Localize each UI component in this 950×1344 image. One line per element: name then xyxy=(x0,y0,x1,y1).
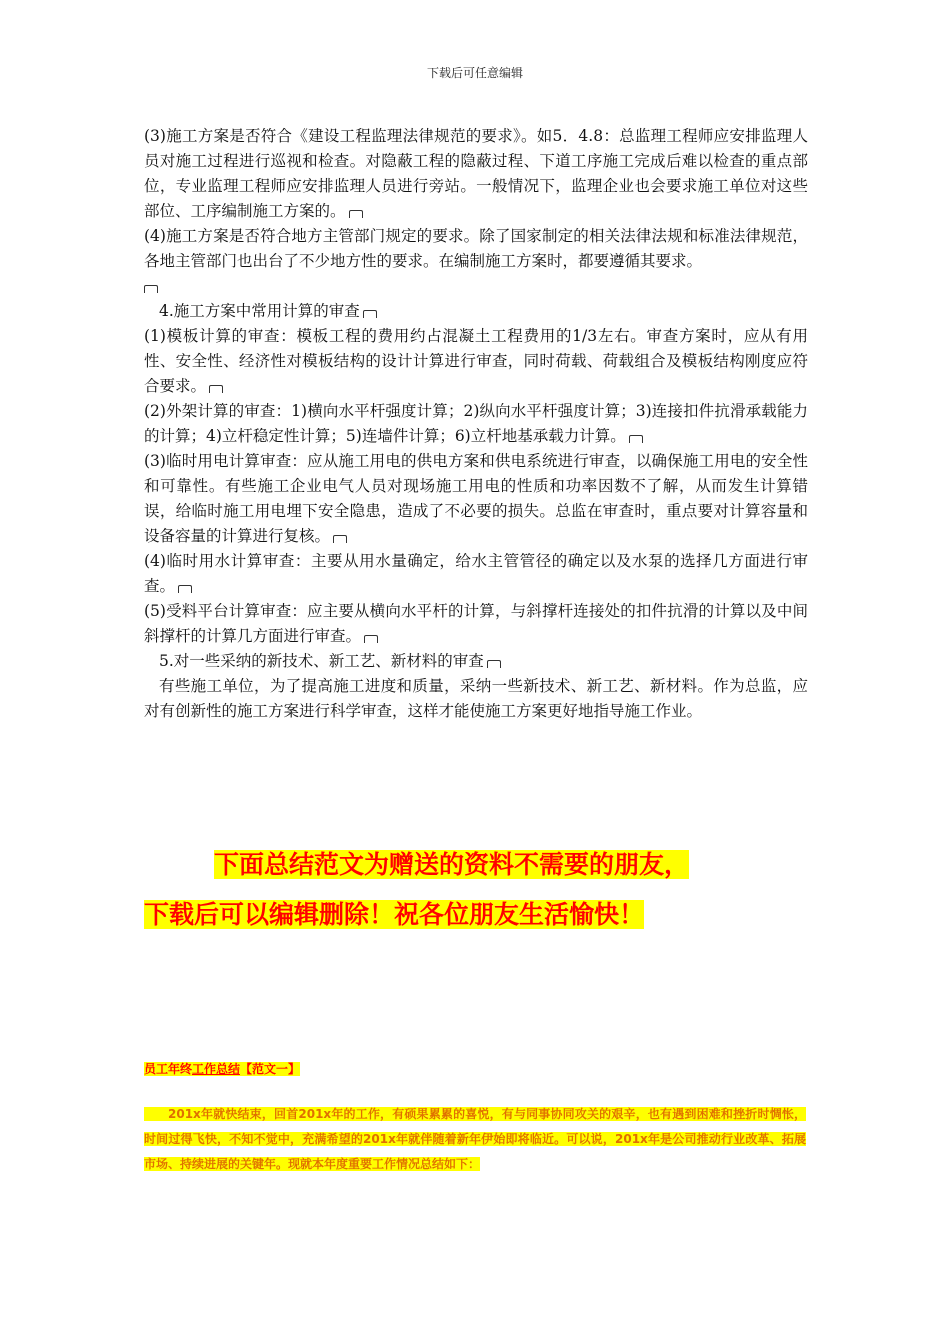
page-header: 下载后可任意编辑 xyxy=(426,66,523,80)
paragraph-mark-icon xyxy=(629,435,643,443)
paragraph-3: (3)施工方案是否符合《建设工程监理法律规范的要求》。如5．4.8：总监理工程师应安排监理人员对施工过程进行巡视和检查。对隐蔽工程的隐蔽过程、下道工序施工完成后难以检查的重点部位，专业监理工程师应安排监理人员进行旁站。一般情况下，监理企业也会要求施工单位对这些部位、工序编制施工方案的。 xyxy=(144,127,808,220)
paragraph-water: (4)临时用水计算审查：主要从用水量确定，给水主管管径的确定以及水泵的选择几方面进行审查。 xyxy=(144,552,808,595)
paragraph-mark-icon xyxy=(349,210,363,218)
paragraph-mark-icon xyxy=(487,660,501,668)
paragraph-scaffold: (2)外架计算的审查：1)横向水平杆强度计算；2)纵向水平杆强度计算；3)连接扣件抗滑承载能力的计算；4)立杆稳定性计算；5)连墙件计算；6)立杆地基承载力计算。 xyxy=(144,402,808,445)
document-body xyxy=(144,124,808,724)
section-heading-5: 5.对一些采纳的新技术、新工艺、新材料的审查 xyxy=(144,649,808,674)
section-heading-4: 4.施工方案中常用计算的审查 xyxy=(144,299,808,324)
promo-line-2: 下载后可以编辑删除！祝各位朋友生活愉快！ xyxy=(144,900,645,929)
paragraph-mark-icon xyxy=(178,585,192,593)
paragraph-mark-icon xyxy=(363,310,377,318)
paragraph-mark-icon xyxy=(333,535,347,543)
paragraph-formwork: (1)模板计算的审查：模板工程的费用约占混凝土工程费用的1/3左右。审查方案时，应从有用性、安全性、经济性对模板结构的设计计算进行审查，同时荷载、荷载组合及模板结构刚度应符合要求。 xyxy=(144,327,808,395)
paragraph-mark-icon xyxy=(144,285,158,293)
promo-line-1: 下面总结范文为赠送的资料不需要的朋友， xyxy=(214,850,690,879)
paragraph-mark-icon xyxy=(364,635,378,643)
sample-paragraph: 201x年就快结束，回首201x年的工作，有硕果累累的喜悦，有与同事协同攻关的艰辛，也有遇到困难和挫折时惆怅，时间过得飞快，不知不觉中，充满希望的201x年就伴随着新年伊始即将临近。可以说，201x年是公司推动行业改革、拓展市场、持续进展的关键年。现就本年度重要工作情况总结如下： xyxy=(144,1107,806,1171)
paragraph-4: (4)施工方案是否符合地方主管部门规定的要求。除了国家制定的相关法律法规和标准法律规范，各地主管部门也出台了不少地方性的要求。在编制施工方案时，都要遵循其要求。 xyxy=(144,224,808,299)
paragraph-platform: (5)受料平台计算审查：应主要从横向水平杆的计算，与斜撑杆连接处的扣件抗滑的计算以及中间斜撑杆的计算几方面进行审查。 xyxy=(144,602,808,645)
paragraph-new-tech: 有些施工单位，为了提高施工进度和质量，采纳一些新技术、新工艺、新材料。作为总监，应对有创新性的施工方案进行科学审查，这样才能使施工方案更好地指导施工作业。 xyxy=(144,677,808,720)
paragraph-electricity: (3)临时用电计算审查：应从施工用电的供电方案和供电系统进行审查，以确保施工用电的安全性和可靠性。有些施工企业电气人员对现场施工用电的性质和功率因数不了解，从而发生计算错误，给临时施工用电埋下安全隐患，造成了不必要的损失。总监在审查时，重点要对计算容量和设备容量的计算进行复核。 xyxy=(144,452,808,545)
sample-title: 员工年终工作总结【范文一】 xyxy=(144,1062,301,1076)
paragraph-mark-icon xyxy=(209,385,223,393)
